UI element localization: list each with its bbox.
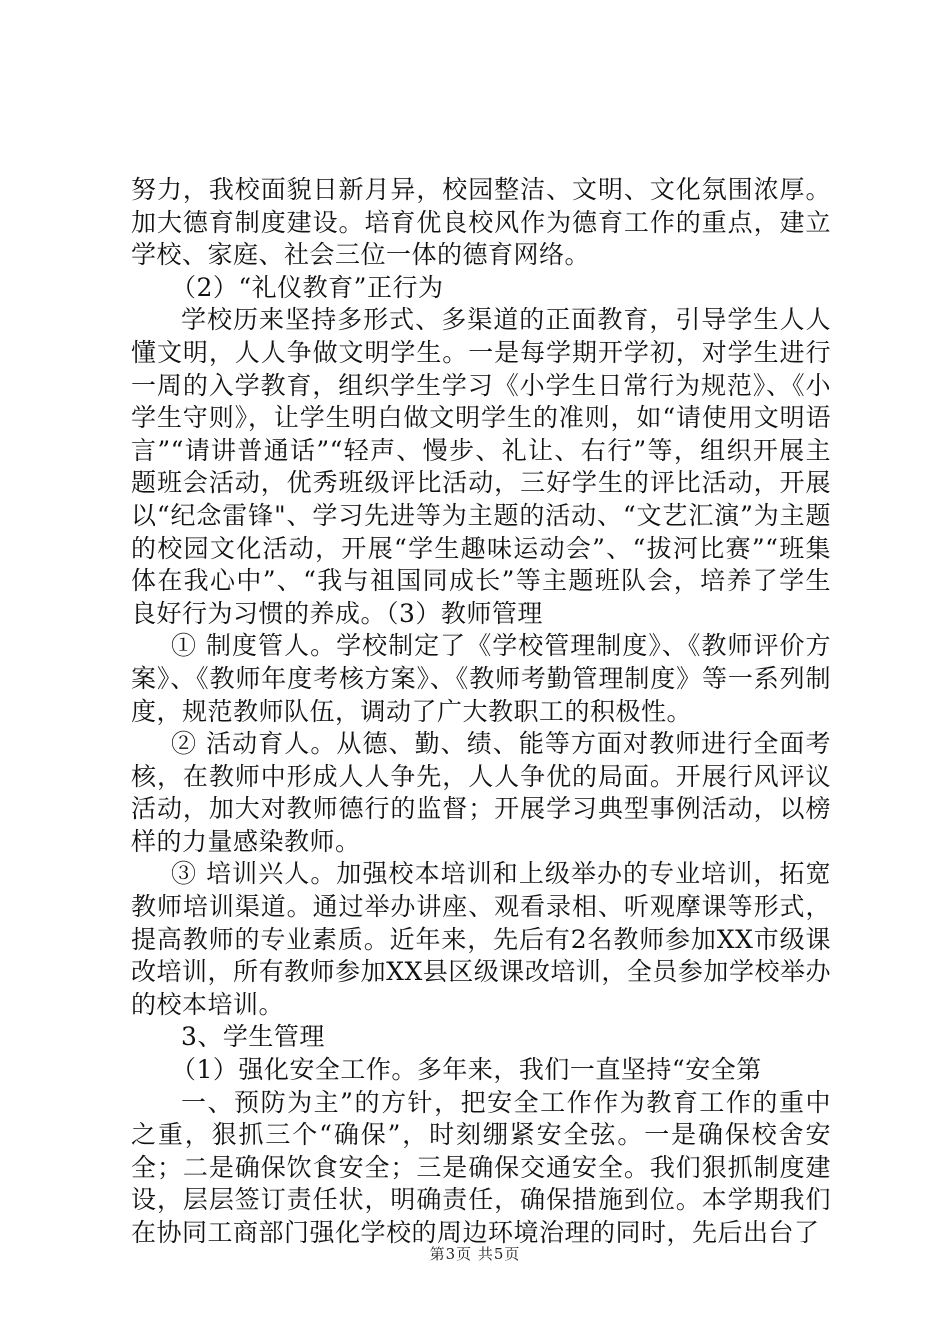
paragraph-system-management: ① 制度管人。学校制定了《学校管理制度》、《教师评价方案》、《教师年度考核方案》、《教师考勤管理制度》等一系列制度，规范教师队伍，调动了广大教职工的积极性。: [131, 631, 831, 726]
paragraph-training: ③ 培训兴人。加强校本培训和上级举办的专业培训，拓宽教师培训渠道。通过举办讲座、观看录相、听观摩课等形式，提高教师的专业素质。近年来，先后有2名教师参加XX市级课改培训，所有教师参加XX县区级课改培训，全员参加学校举办的校本培训。: [131, 859, 831, 1019]
paragraph-safety-intro: （1）强化安全工作。多年来，我们一直坚持“安全第: [171, 1055, 762, 1085]
paragraph-activity-education: ② 活动育人。从德、勤、绩、能等方面对教师进行全面考核，在教师中形成人人争先，人人争优的局面。开展行风评议活动，加大对教师德行的监督；开展学习典型事例活动，以榜样的力量感染教师。: [131, 729, 831, 856]
paragraph-continuation: 努力，我校面貌日新月异，校园整洁、文明、文化氛围浓厚。加大德育制度建设。培育优良校风作为德育工作的重点，建立学校、家庭、社会三位一体的德育网络。: [131, 175, 831, 270]
paragraph-etiquette-education: 学校历来坚持多形式、多渠道的正面教育，引导学生人人懂文明，人人争做文明学生。一是每学期开学初，对学生进行一周的入学教育，组织学生学习《小学生日常行为规范》、《小学生守则》，让学生明白做文明学生的准则，如“请使用文明语言”“请讲普通话”“轻声、慢步、礼让、右行”等，组织开展主题班会活动，优秀班级评比活动，三好学生的评比活动，开展以“纪念雷锋"、学习先进等为主题的活动、“文艺汇演”为主题的校园文化活动，开展“学生趣味运动会”、“拔河比赛”“班集体在我心中”、“我与祖国同成长”等主题班队会，培养了学生良好行为习惯的养成。（3）教师管理: [131, 305, 831, 628]
document-body: [131, 174, 831, 1250]
paragraph-safety-policy: 一、预防为主”的方针，把安全工作作为教育工作的重中之重，狠抓三个“确保”，时刻绷紧安全弦。一是确保校舍安全；二是确保饮食安全；三是确保交通安全。我们狠抓制度建设，层层签订责任状，明确责任，确保措施到位。本学期我们在协同工商部门强化学校的周边环境治理的同时，先后出台了: [131, 1087, 831, 1247]
page-footer: 第3页 共5页: [429, 1245, 521, 1263]
section-heading-student-management: 3、学生管理: [181, 1022, 325, 1052]
section-heading-etiquette: （2）“礼仪教育”正行为: [171, 272, 444, 302]
